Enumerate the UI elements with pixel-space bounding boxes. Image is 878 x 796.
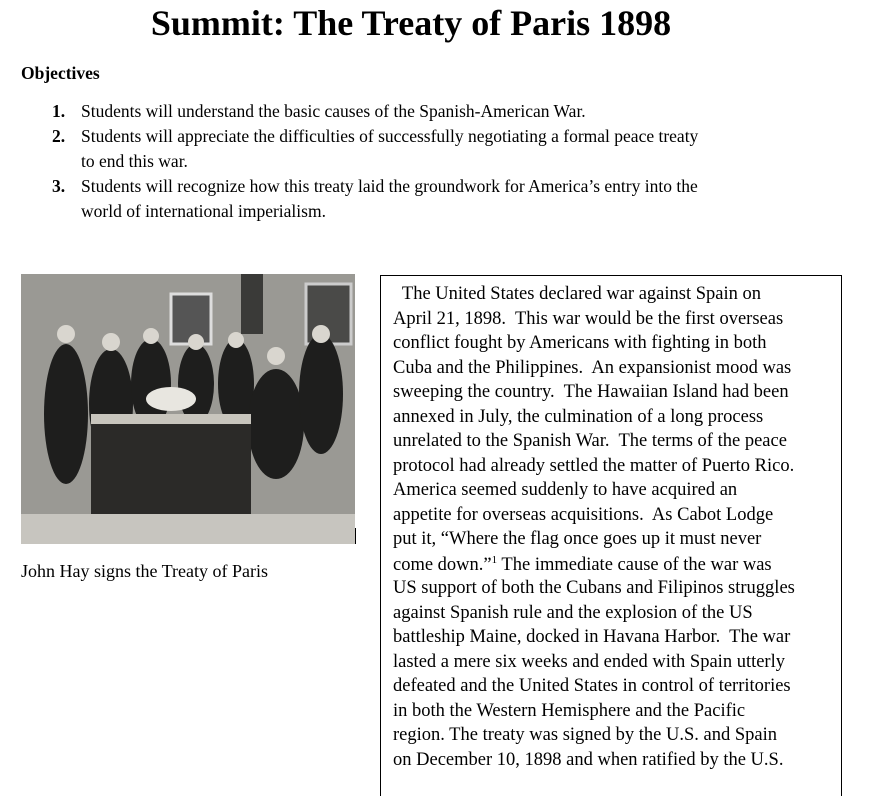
passage-line-text: protocol had already settled the matter of Puerto Rico. bbox=[393, 455, 795, 476]
passage-line bbox=[393, 750, 783, 771]
passage-line bbox=[393, 554, 772, 576]
passage-line-text: region. The treaty was signed by the U.S. and Spain bbox=[393, 725, 777, 745]
passage-line bbox=[393, 578, 795, 599]
passage-line-text: annexed in July, the culmination of a long process bbox=[393, 406, 764, 427]
passage-line-text: against Spanish rule and the explosion of the US bbox=[393, 602, 753, 623]
objective-text bbox=[81, 124, 698, 174]
passage-line-text: on December 10, 1898 and when ratified by the U.S. bbox=[393, 749, 784, 770]
photo-border-line bbox=[355, 528, 356, 544]
passage-line bbox=[393, 284, 761, 305]
passage-line-text: April 21, 1898. This war would be the first overseas bbox=[393, 308, 784, 329]
passage-line-text: America seemed suddenly to have acquired an bbox=[393, 480, 738, 500]
passage-text-box bbox=[380, 275, 842, 796]
footnote-marker[interactable]: 1 bbox=[491, 553, 498, 566]
objective-number: 1. bbox=[52, 101, 66, 121]
photo-illustration bbox=[21, 274, 355, 544]
passage-line bbox=[393, 725, 777, 746]
passage-line-text: sweeping the country. The Hawaiian Island had been bbox=[393, 382, 789, 402]
passage-line-text: come down.” bbox=[393, 554, 492, 575]
passage-line bbox=[393, 505, 773, 526]
passage-line-text: put it, “Where the flag once goes up it must never bbox=[393, 529, 762, 549]
objective-line: Students will understand the basic causes of the Spanish-American War. bbox=[81, 101, 586, 121]
passage-line-text: battleship Maine, docked in Havana Harbor. The war bbox=[393, 627, 791, 647]
passage-line-text: The immediate cause of the war was bbox=[497, 554, 772, 575]
passage-line-text: The United States declared war against Spain on bbox=[393, 284, 762, 304]
passage-line bbox=[393, 701, 745, 722]
passage-line bbox=[393, 627, 790, 648]
passage-line-text: conflict fought by Americans with fighting in both bbox=[393, 333, 767, 353]
passage-line-text: lasted a mere six weeks and ended with Spain utterly bbox=[393, 651, 785, 672]
objective-line: to end this war. bbox=[81, 151, 188, 171]
page-title: Summit: The Treaty of Paris 1898 bbox=[150, 3, 672, 43]
objective-item bbox=[52, 124, 812, 174]
treaty-signing-photo bbox=[21, 274, 355, 544]
passage-line bbox=[393, 480, 737, 501]
passage-line bbox=[393, 431, 787, 452]
passage-line bbox=[393, 407, 763, 428]
passage-line-text: US support of both the Cubans and Filipinos struggles bbox=[393, 578, 795, 598]
objective-text bbox=[81, 174, 698, 224]
passage-line bbox=[393, 358, 791, 379]
objective-line: world of international imperialism. bbox=[81, 201, 326, 221]
passage-line bbox=[393, 309, 783, 330]
passage-line bbox=[393, 333, 767, 354]
objective-item bbox=[52, 174, 812, 224]
passage-line bbox=[393, 676, 791, 697]
passage-line-text: in both the Western Hemisphere and the Pacific bbox=[393, 700, 746, 721]
passage-line bbox=[393, 652, 785, 673]
objective-item bbox=[52, 99, 812, 124]
passage-line bbox=[393, 382, 789, 403]
passage-line-text: appetite for overseas acquisitions. As Cabot Lodge bbox=[393, 504, 774, 525]
passage-line-text: defeated and the United States in control of territories bbox=[393, 676, 791, 696]
passage-line bbox=[393, 456, 794, 477]
objectives-list bbox=[52, 99, 812, 224]
objective-line: Students will recognize how this treaty laid the groundwork for America’s entry into the bbox=[81, 176, 698, 196]
objective-number: 3. bbox=[52, 176, 66, 196]
objectives-heading: Objectives bbox=[21, 63, 100, 83]
passage-line-text: Cuba and the Philippines. An expansionist mood was bbox=[393, 357, 792, 378]
passage-line bbox=[393, 529, 761, 550]
passage-line-text: unrelated to the Spanish War. The terms of the peace bbox=[393, 431, 787, 451]
objective-text bbox=[81, 99, 586, 124]
photo-caption: John Hay signs the Treaty of Paris bbox=[21, 561, 268, 581]
objective-line: Students will appreciate the difficulties of successfully negotiating a formal peace treaty bbox=[81, 126, 699, 146]
objective-number: 2. bbox=[52, 126, 66, 146]
passage-line bbox=[393, 603, 753, 624]
